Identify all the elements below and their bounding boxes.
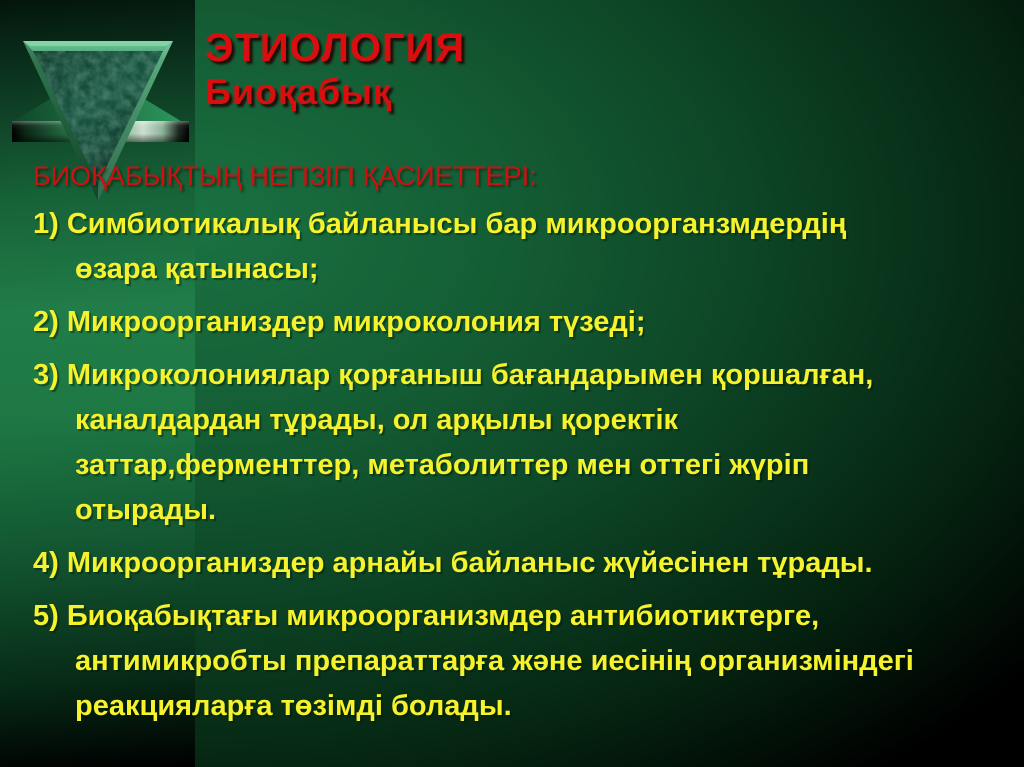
title-block <box>205 26 465 112</box>
list-item-line: реакцияларға төзімді болады. <box>75 690 512 722</box>
body-heading: БИОҚАБЫҚТЫҢ НЕГІЗІГІ ҚАСИЕТТЕРІ: <box>33 161 537 191</box>
list-item-line: өзара қатынасы; <box>75 253 319 285</box>
list-item-3 <box>0 353 1024 533</box>
list-item-5 <box>0 594 1024 729</box>
list-item-1 <box>0 202 1024 292</box>
slide-subtitle: Биоқабық <box>205 70 393 112</box>
list-item-line: 4) Микроорганиздер арнайы байланыс жүйесінен тұрады. <box>33 547 873 579</box>
list-item-2 <box>0 300 1024 345</box>
slide-title: ЭТИОЛОГИЯ <box>205 26 466 70</box>
list-item-line: 1) Симбиотикалық байланысы бар микроорганзмдердің <box>33 208 847 240</box>
list-item-line: антимикробты препараттарға және иесінің организміндегі <box>75 645 914 677</box>
list-item-line: 5) Биоқабықтағы микроорганизмдер антибиотиктерге, <box>33 600 820 632</box>
list-item-line: заттар,ферменттер, метаболиттер мен оттегі жүріп <box>75 449 810 481</box>
list-item-line: каналдардан тұрады, ол арқылы қоректік <box>75 404 679 436</box>
list-item-line: отырады. <box>75 494 217 526</box>
list-item-line: 2) Микроорганиздер микроколония түзеді; <box>33 306 646 338</box>
slide-body <box>0 158 1024 737</box>
list-item-line: 3) Микроколониялар қорғаныш бағандарымен қоршалған, <box>33 359 874 391</box>
list-item-4 <box>0 541 1024 586</box>
